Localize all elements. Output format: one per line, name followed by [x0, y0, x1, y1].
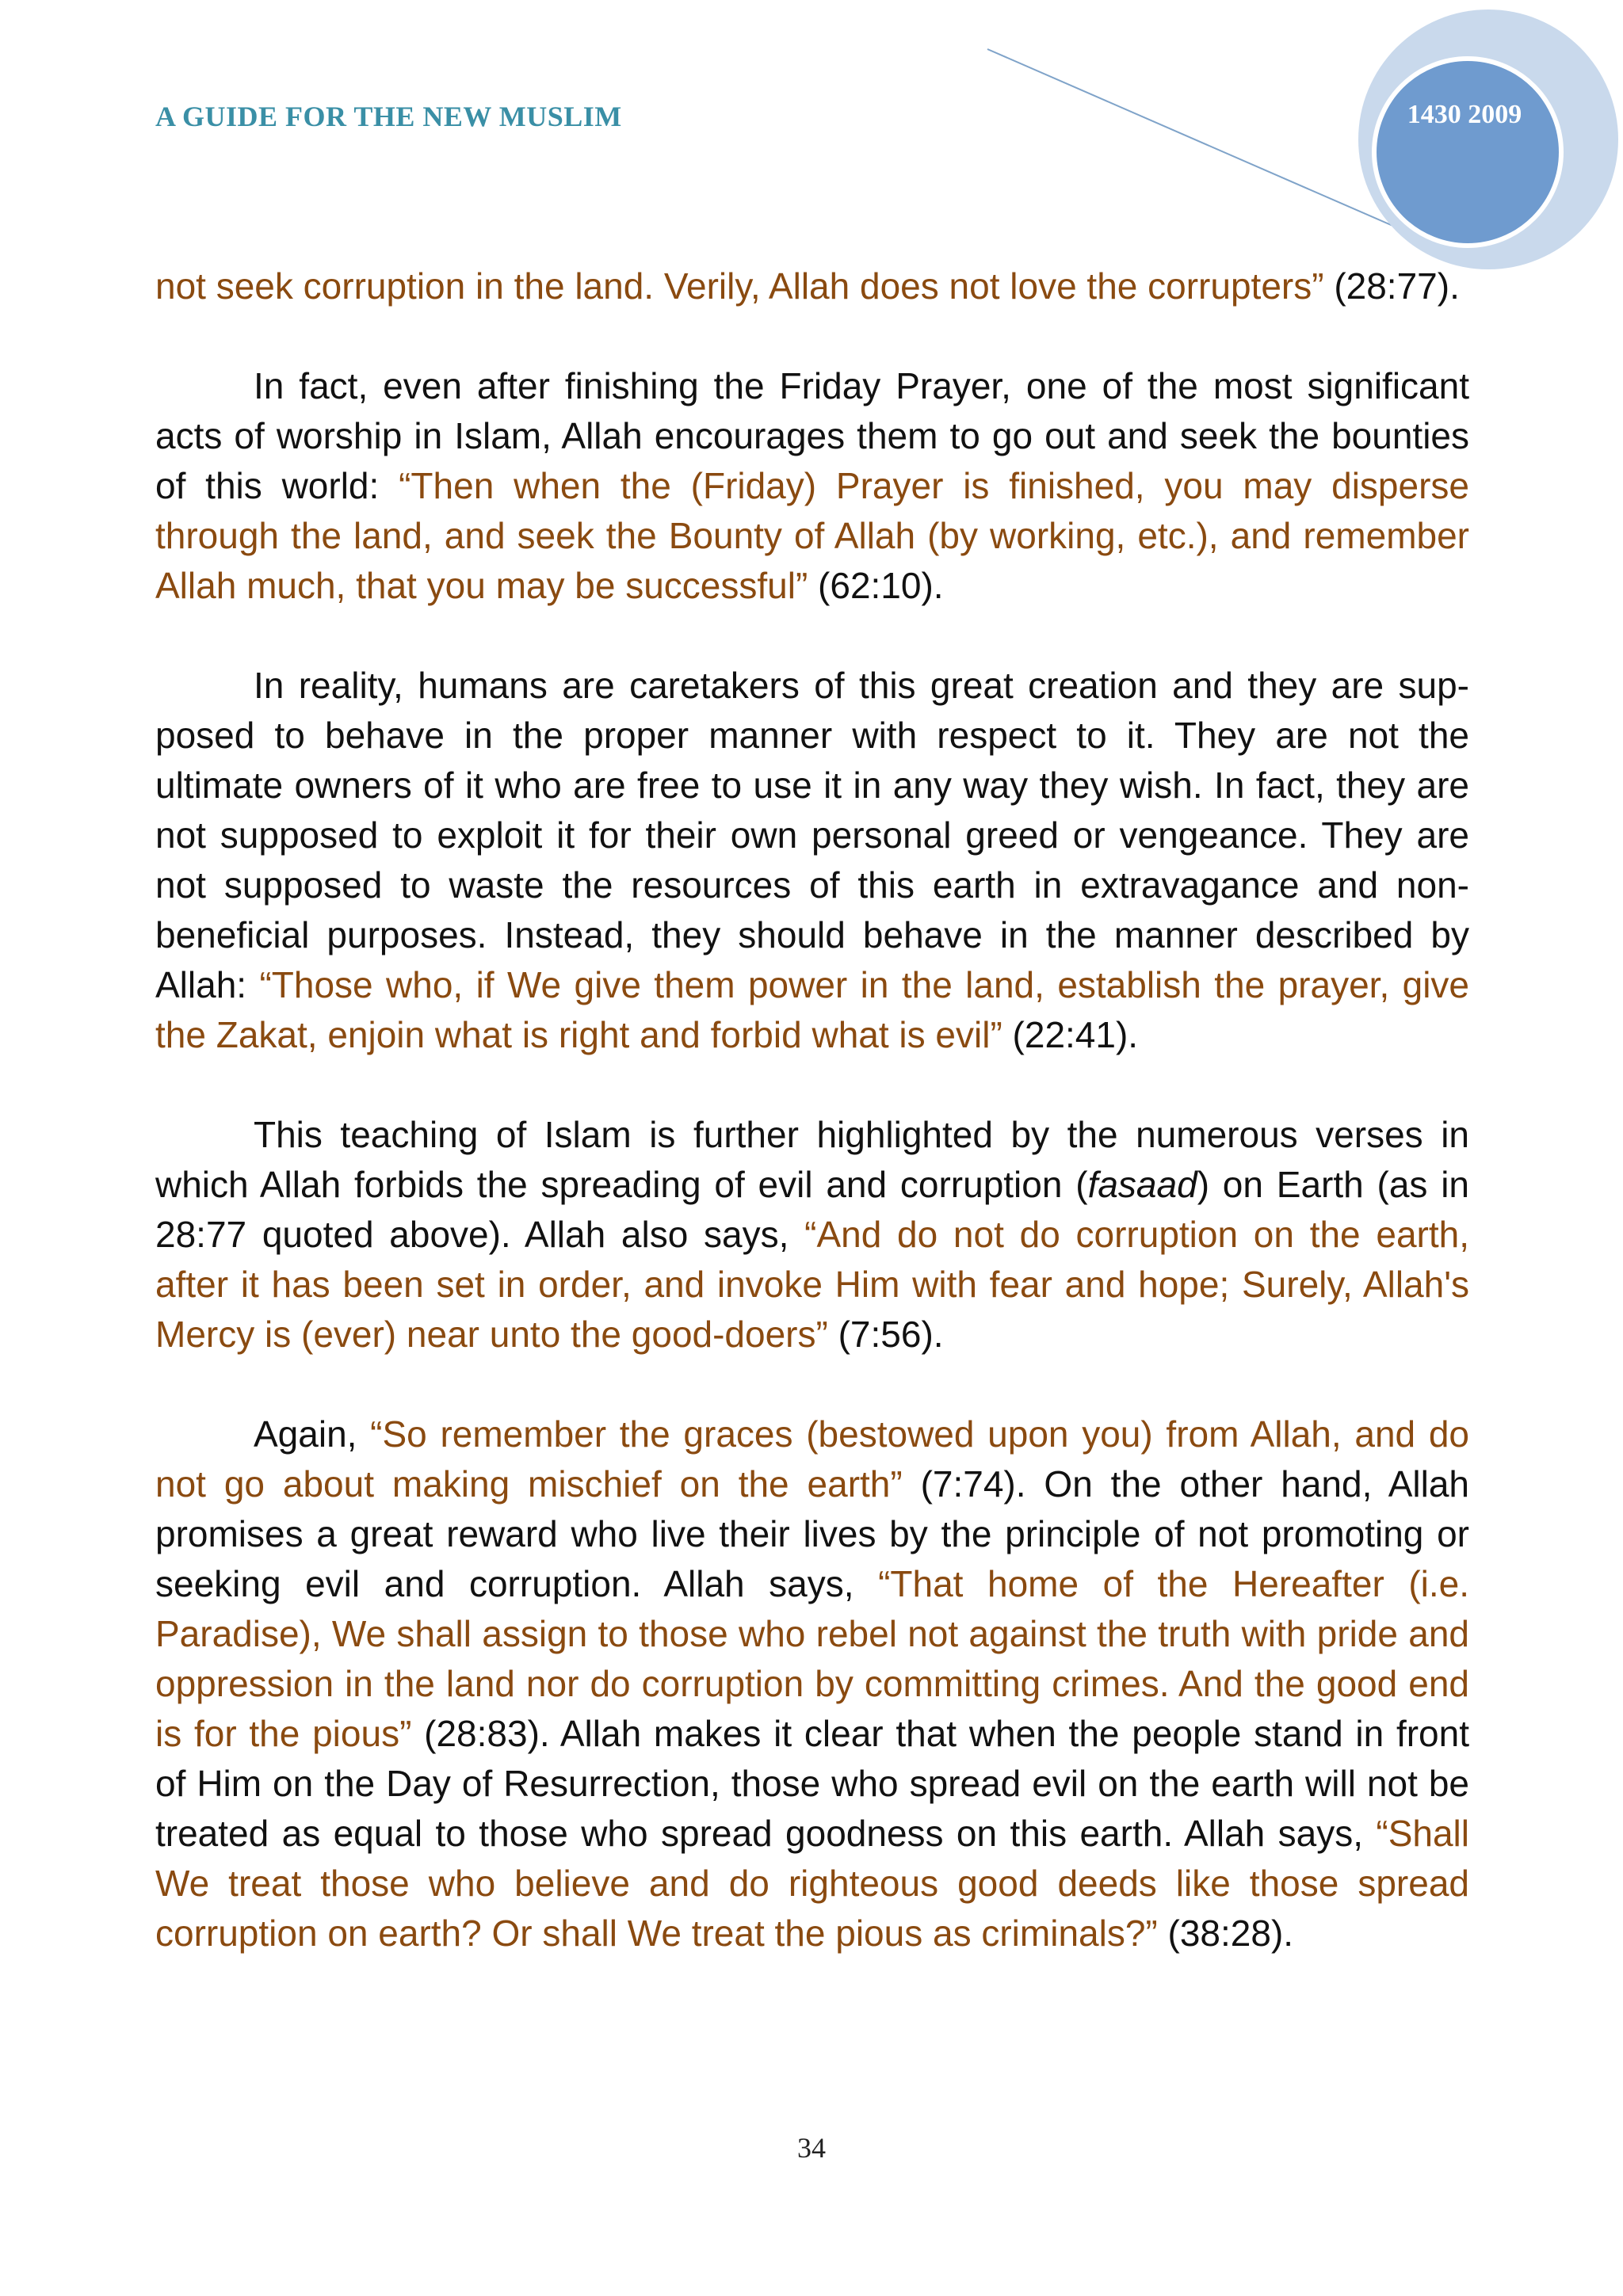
reference-text: (7:56).: [827, 1314, 944, 1355]
header-circle-inner: [1374, 59, 1561, 246]
running-title: A GUIDE FOR THE NEW MUSLIM: [155, 101, 622, 132]
paragraph: [155, 1110, 1469, 1360]
reference-text: (28:77).: [1323, 265, 1460, 307]
body-span: (7:74). On the other hand, Allah promises a great reward who live their lives by the principle of not promoting or seeking evil and corruption. Allah says,: [155, 1463, 1469, 1604]
body-span: (28:83). Allah makes it clear that when the people stand in front of Him on the Day of Resurrection, those who spread evil on the earth will not be treated as equal to those who spread goodness on this earth. Allah says,: [155, 1713, 1469, 1854]
paragraph: [155, 361, 1469, 611]
header-decoration: [0, 0, 1623, 285]
reference-text: (62:10).: [808, 565, 944, 606]
italic-term: fasaad: [1087, 1164, 1197, 1205]
header-diagonal-line: [987, 49, 1420, 238]
quote-text: not seek corruption in the land. Verily, Allah does not love the corrupters”: [155, 265, 1324, 307]
paragraph: [155, 661, 1469, 1060]
page-number: 34: [797, 2132, 826, 2164]
quote-text: “Shall We treat those who believe and do righteous good deeds like those spread corruption on earth? Or shall We treat the pious as criminals?”: [155, 1813, 1469, 1954]
quote-text: “So remember the graces (bestowed upon you) from Allah, and do not go about making mischief on the earth”: [155, 1413, 1470, 1505]
quote-text: “That home of the Hereafter (i.e. Paradise), We shall assign to those who rebel not against the truth with pride and oppression in the land nor do corruption by committing crimes. And the good end is for the pious”: [155, 1563, 1469, 1754]
quote-text: “And do not do corruption on the earth, after it has been set in order, and invoke Him with fear and hope; Surely, Allah's Mercy is (ever) near unto the good-doers”: [155, 1214, 1470, 1355]
body-span: In reality, humans are caretakers of this great creation and they are supposed to behave in the proper manner with respect to it. They are not the ultimate owners of it who are free to use it in any way they wish. In fact, they are not supposed to exploit it for their own personal greed or vengeance. They are not supposed to waste the resources of this earth in extravagance and non-beneficial purposes. Instead, they should behave in the manner described by Allah:: [155, 665, 1469, 1005]
paragraph: [155, 261, 1469, 311]
quote-text: “Those who, if We give them power in the land, establish the prayer, give the Zakat, enjoin what is right and forbid what is evil”: [155, 964, 1469, 1055]
quote-text: “Then when the (Friday) Prayer is finished, you may disperse through the land, and seek the Bounty of Allah (by working, etc.), and remember Allah much, that you may be successful”: [155, 465, 1469, 606]
paragraph: [155, 1409, 1469, 1958]
body-text: [155, 261, 1469, 2008]
body-span: In fact, even after finishing the Friday Prayer, one of the most significant acts of worship in Islam, Allah encourages them to go out and seek the bounties of this world:: [155, 365, 1469, 506]
body-span: Again,: [254, 1413, 371, 1455]
reference-text: (22:41).: [1002, 1014, 1139, 1055]
reference-text: (38:28).: [1157, 1913, 1294, 1954]
body-span: ) on Earth (as in 28:77 quoted above). Allah also says,: [155, 1164, 1469, 1255]
body-span: This teaching of Islam is further highlighted by the numerous verses in which Allah forbids the spreading of evil and corruption (: [155, 1114, 1469, 1205]
header-year: 1430 2009: [1407, 100, 1522, 129]
